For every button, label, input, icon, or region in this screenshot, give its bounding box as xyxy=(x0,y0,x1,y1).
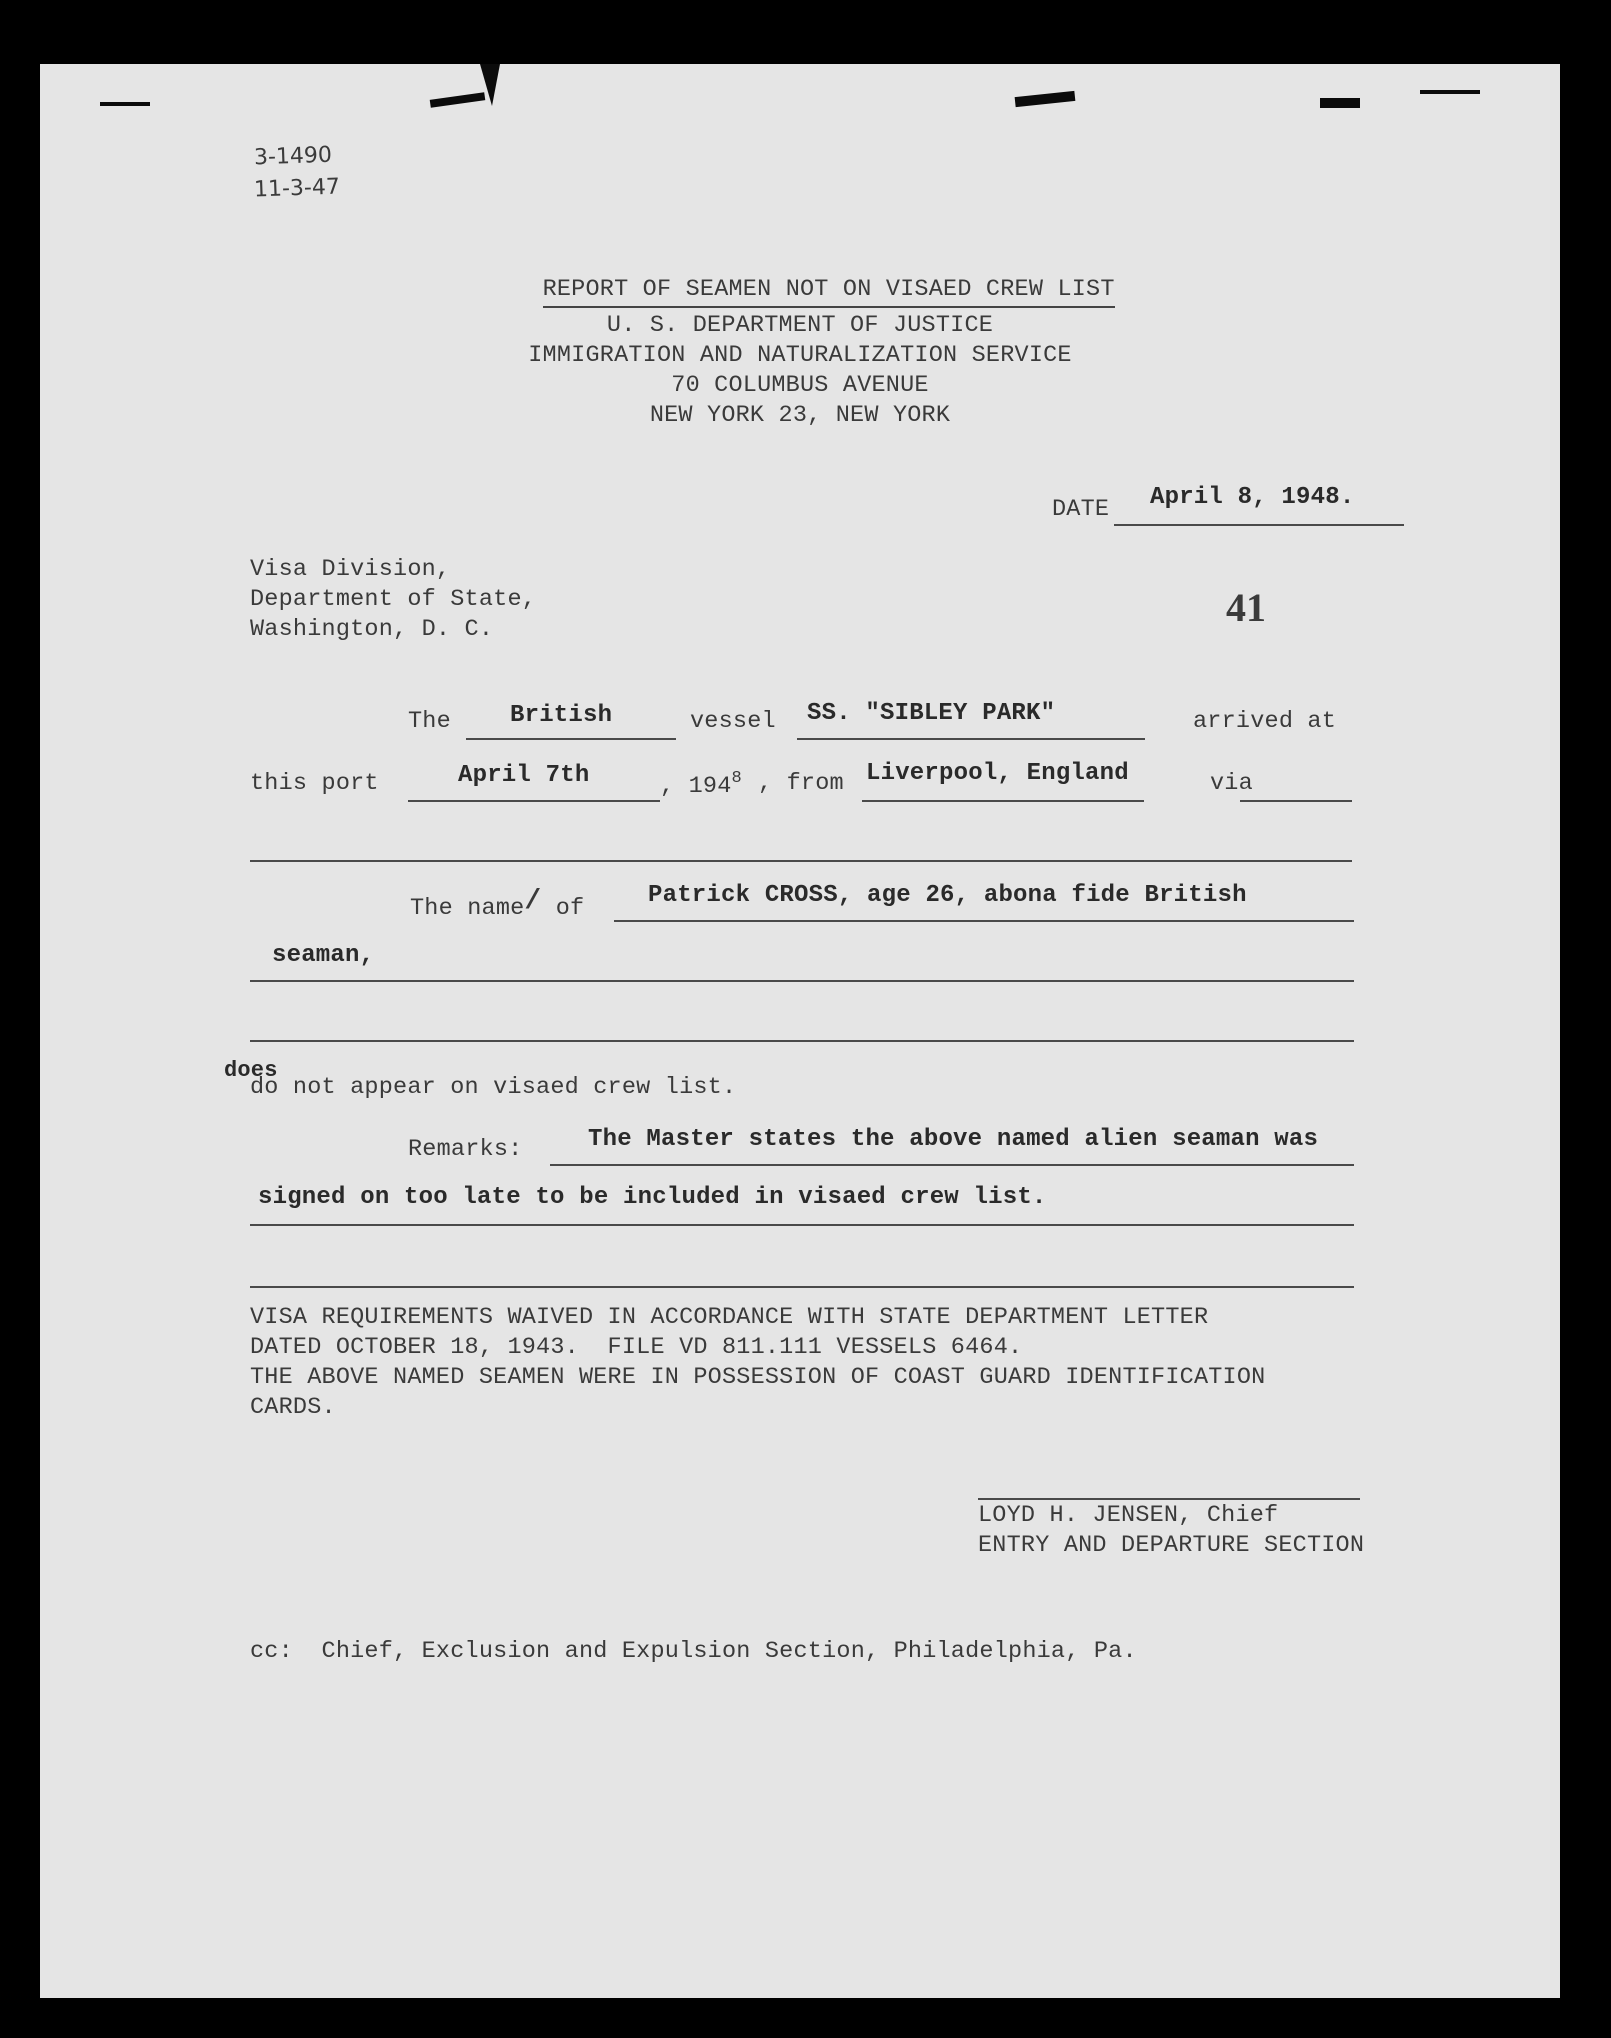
scan-artifact xyxy=(1320,98,1360,108)
remarks-line2: signed on too late to be included in visaed crew list. xyxy=(258,1184,1047,1211)
names-line2-rule xyxy=(250,980,1354,982)
remarks-line2-rule xyxy=(250,1224,1354,1226)
note-line3: THE ABOVE NAMED SEAMEN WERE IN POSSESSION OF COAST GUARD IDENTIFICATION xyxy=(250,1364,1266,1391)
vessel-name: SS. "SIBLEY PARK" xyxy=(807,700,1056,727)
note-line4: CARDS. xyxy=(250,1394,336,1421)
year-field xyxy=(660,770,742,799)
file-number: 3-1490 xyxy=(253,142,333,171)
agency-dept: U. S. DEPARTMENT OF JUSTICE xyxy=(606,312,994,339)
names-label xyxy=(410,886,585,922)
scan-artifact xyxy=(430,92,486,108)
arrival-date-line xyxy=(408,800,660,802)
file-date: 11-3-47 xyxy=(253,174,341,203)
origin-port: Liverpool, England xyxy=(866,760,1129,787)
note-line1: VISA REQUIREMENTS WAIVED IN ACCORDANCE WITH STATE DEPARTMENT LETTER xyxy=(250,1304,1209,1331)
remarks-label: Remarks: xyxy=(408,1136,523,1163)
names-slash: / xyxy=(524,886,542,917)
signature-name: LOYD H. JENSEN, Chief xyxy=(978,1502,1279,1529)
status-text: do not appear on visaed crew list. xyxy=(250,1074,737,1101)
names-label-post: of xyxy=(555,895,585,922)
signature-section: ENTRY AND DEPARTURE SECTION xyxy=(978,1532,1365,1559)
arrived-label: arrived at xyxy=(1193,708,1337,735)
year-prefix: , 194 xyxy=(660,773,732,800)
date-line xyxy=(1114,524,1404,526)
note-line2: DATED OCTOBER 18, 1943. FILE VD 811.111 VESSELS 6464. xyxy=(250,1334,1023,1361)
addressee-line3: Washington, D. C. xyxy=(250,616,494,643)
signature-line xyxy=(978,1498,1360,1500)
via-label: via xyxy=(1210,770,1253,797)
date-value: April 8, 1948. xyxy=(1150,484,1355,511)
agency-city: NEW YORK 23, NEW YORK xyxy=(649,402,951,429)
agency-service: IMMIGRATION AND NATURALIZATION SERVICE xyxy=(528,342,1072,369)
remarks-line1: The Master states the above named alien seaman was xyxy=(588,1126,1319,1153)
vessel-nationality: British xyxy=(510,702,613,729)
page-number-stamp: 41 xyxy=(1226,585,1266,630)
nationality-line xyxy=(466,738,676,740)
addressee-line1: Visa Division, xyxy=(250,556,451,583)
vessel-name-line xyxy=(797,738,1145,740)
port-label: this port xyxy=(250,770,379,797)
origin-line xyxy=(862,800,1144,802)
scan-artifact xyxy=(1420,90,1480,94)
scan-artifact xyxy=(100,102,150,106)
scan-artifact xyxy=(1015,91,1076,107)
via-line xyxy=(1240,800,1352,802)
addressee-line2: Department of State, xyxy=(250,586,537,613)
remarks-line3-rule xyxy=(250,1286,1354,1288)
names-line1: Patrick CROSS, age 26, abona fide British xyxy=(648,882,1247,909)
date-label: DATE xyxy=(1052,496,1110,523)
names-line2: seaman, xyxy=(272,942,375,969)
the-label: The xyxy=(408,708,451,735)
arrival-date: April 7th xyxy=(458,762,590,789)
from-label: , from xyxy=(758,770,844,797)
document-title: REPORT OF SEAMEN NOT ON VISAED CREW LIST xyxy=(543,276,1115,308)
names-label-pre: The name xyxy=(410,895,525,922)
year-digit: 8 xyxy=(731,769,742,788)
cc-line: cc: Chief, Exclusion and Expulsion Section, Philadelphia, Pa. xyxy=(250,1638,1137,1665)
agency-street: 70 COLUMBUS AVENUE xyxy=(671,372,929,399)
vessel-label: vessel xyxy=(690,708,776,735)
remarks-line1-rule xyxy=(550,1164,1354,1166)
blank-line xyxy=(250,860,1352,862)
document-page xyxy=(40,64,1560,1998)
names-line1-rule xyxy=(614,920,1354,922)
does-overtype: does xyxy=(224,1058,278,1083)
names-line3-rule xyxy=(250,1040,1354,1042)
